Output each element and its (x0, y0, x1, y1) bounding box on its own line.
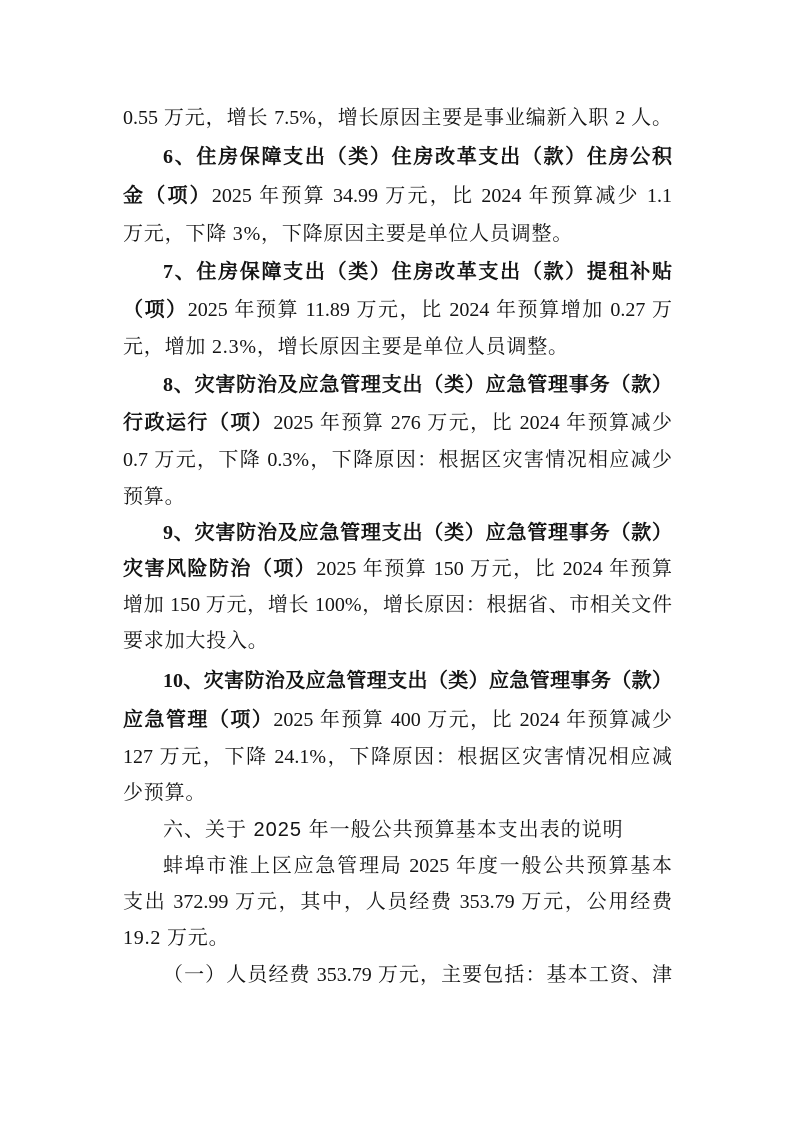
text-line (123, 292, 672, 328)
text-line (123, 739, 672, 775)
text-line (123, 551, 672, 587)
item-title: 应急管理（项） (123, 709, 274, 731)
item-text: 2025 年预算 150 万元，比 2024 年预算 (316, 558, 672, 580)
item-title-line (123, 367, 672, 403)
text-line (123, 329, 672, 365)
item-text: 增加 150 万元，增长 100%，增长原因：根据省、市相关文件 (123, 594, 672, 616)
continuation-line (123, 100, 672, 136)
item-title-line (123, 515, 672, 551)
text-line (123, 178, 672, 214)
item-text: 万元，下降 3%，下降原因主要是单位人员调整。 (123, 223, 574, 245)
item-title: 行政运行（项） (123, 412, 274, 434)
text-line (123, 920, 672, 956)
item-title-line (123, 139, 672, 175)
section-text: 19.2 万元。 (123, 927, 230, 949)
item-text: 2025 年预算 400 万元，比 2024 年预算减少 (273, 709, 672, 731)
item-text: 0.7 万元，下降 0.3%，下降原因：根据区灾害情况相应减少 (123, 449, 672, 471)
text-line (123, 848, 672, 884)
item-title: 金（项） (123, 185, 212, 207)
item-text: 2025 年预算 34.99 万元，比 2024 年预算减少 1.1 (211, 185, 672, 207)
item-title-line (123, 254, 672, 290)
item-title-line (123, 663, 672, 699)
section-text: 蚌埠市淮上区应急管理局 2025 年度一般公共预算基本 (163, 855, 672, 877)
text-line (123, 702, 672, 738)
text-line (123, 775, 672, 811)
item-text: 少预算。 (123, 782, 207, 804)
item-text: 要求加大投入。 (123, 630, 269, 652)
text-line (123, 442, 672, 478)
text-line (123, 216, 672, 252)
text-line (123, 587, 672, 623)
text-line (123, 405, 672, 441)
section-heading (123, 812, 672, 848)
item-text: 元，增加 2.3%，增长原因主要是单位人员调整。 (123, 336, 569, 358)
item-title: 8、灾害防治及应急管理支出（类）应急管理事务（款） (163, 374, 672, 396)
text-line (123, 884, 672, 920)
item-title: 9、灾害防治及应急管理支出（类）应急管理事务（款） (163, 522, 672, 544)
item-text: 2025 年预算 11.89 万元，比 2024 年预算增加 0.27 万 (187, 299, 672, 321)
text-line (123, 623, 672, 659)
sub-item-text: （一）人员经费 353.79 万元，主要包括：基本工资、津 (163, 964, 672, 986)
item-text: 预算。 (123, 486, 186, 508)
sub-item-line (123, 957, 672, 993)
item-title: 灾害风险防治（项） (123, 558, 317, 580)
item-title: 10、灾害防治及应急管理支出（类）应急管理事务（款） (163, 670, 672, 692)
item-title: 6、住房保障支出（类）住房改革支出（款）住房公积 (163, 146, 672, 168)
section-heading-text: 六、关于 2025 年一般公共预算基本支出表的说明 (163, 819, 624, 841)
item-text: 127 万元，下降 24.1%，下降原因：根据区灾害情况相应减 (123, 746, 672, 768)
section-text: 支出 372.99 万元，其中，人员经费 353.79 万元，公用经费 (123, 891, 672, 913)
item-title: 7、住房保障支出（类）住房改革支出（款）提租补贴 (163, 261, 672, 283)
item-text: 2025 年预算 276 万元，比 2024 年预算减少 (273, 412, 672, 434)
line-text: 0.55 万元，增长 7.5%，增长原因主要是事业编新入职 2 人。 (123, 107, 672, 129)
item-title: （项） (123, 299, 188, 321)
text-line (123, 479, 672, 515)
